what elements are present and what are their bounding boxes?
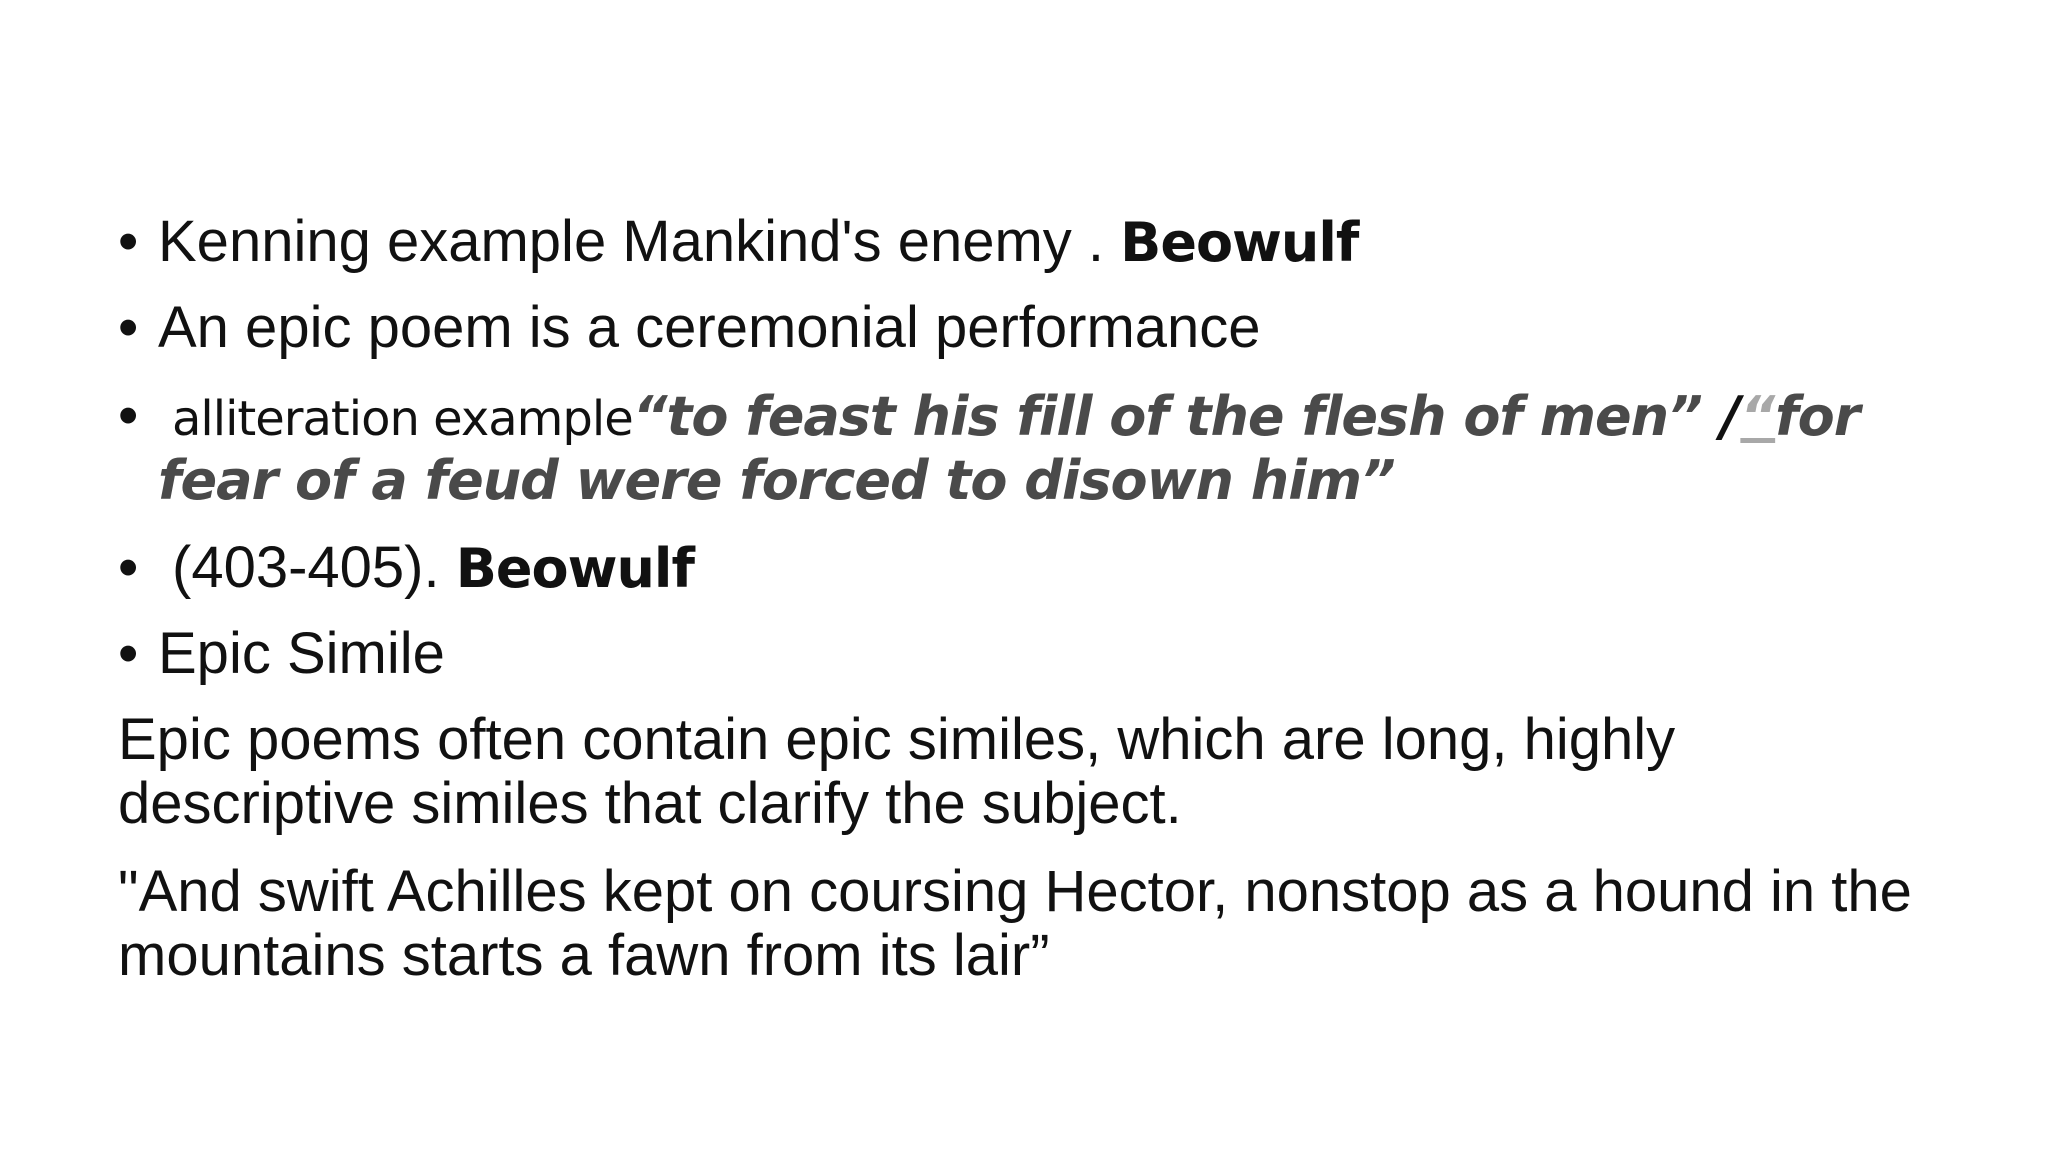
epic-simile-example-quote: "And swift Achilles kept on coursing Hector, nonstop as a hound in the mountains starts a fawn from its lair” (118, 859, 1912, 988)
alliteration-lead: alliteration example (172, 391, 633, 447)
bullet-epic-simile-text: Epic Simile (158, 621, 445, 686)
bullet-line-ref-bold: Beowulf (455, 537, 694, 600)
bullet-kenning-bold: Beowulf (1120, 211, 1359, 274)
alliteration-quote-2-end: fear of a feud were forced to disown him” (158, 449, 1395, 512)
bullet-kenning (118, 210, 1358, 275)
alliteration-quote-2-start: for (1775, 385, 1860, 448)
bullet-marker: • (118, 535, 139, 600)
epic-simile-definition: Epic poems often contain epic similes, which are long, highly descriptive similes that clarify the subject. (118, 707, 1676, 836)
bullet-kenning-text: Kenning example Mankind's enemy . (158, 209, 1121, 274)
quote-separator: / (1701, 385, 1741, 448)
bullet-alliteration-line2 (158, 448, 1395, 513)
bullet-line-ref-text: (403-405). (172, 535, 456, 600)
bullet-marker: • (118, 209, 139, 274)
bullet-epic-poem (118, 296, 1261, 360)
bullet-marker: • (118, 295, 139, 360)
bullet-marker: • (118, 383, 139, 448)
bullet-epic-poem-text: An epic poem is a ceremonial performance (158, 295, 1261, 360)
alliteration-open-quote: “ (1740, 385, 1776, 448)
bullet-line-ref (118, 536, 694, 601)
alliteration-quote-1: “to feast his fill of the flesh of men” (632, 385, 1702, 448)
bullet-alliteration (118, 384, 1859, 451)
bullet-epic-simile (118, 622, 445, 686)
bullet-marker: • (118, 621, 139, 686)
